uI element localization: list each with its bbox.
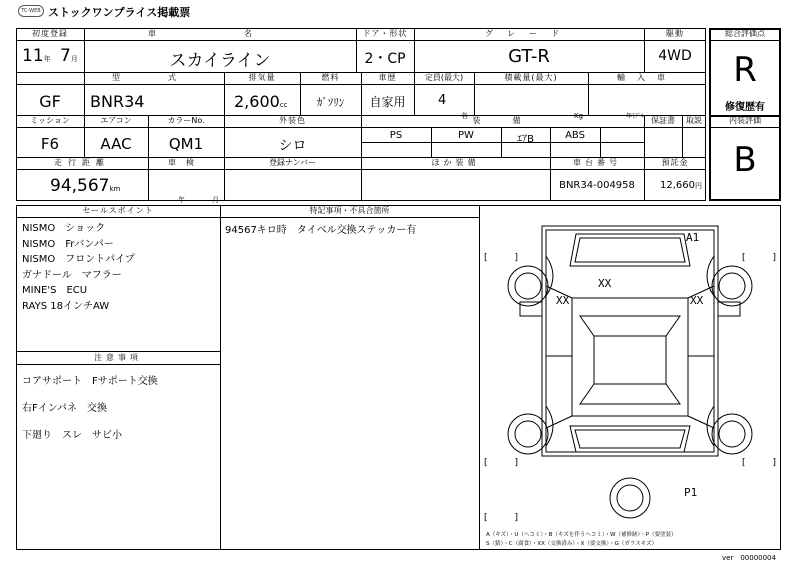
sales-points-label: セールスポイント <box>82 206 154 215</box>
car-name-label: 車 名 <box>148 29 292 38</box>
version-label: ver 00000004 <box>722 554 776 562</box>
equip-4: ABS <box>565 130 585 141</box>
special-notes-label: 特記事項・不具合箇所 <box>309 206 390 215</box>
sales-point: NISMO Frバンパー <box>22 238 114 250</box>
logo: TC-WEB <box>18 5 44 17</box>
inspection-month-unit: 月 <box>212 196 219 204</box>
caution-list <box>22 368 158 449</box>
repair-history-note: 修復歴有 <box>725 102 765 113</box>
caution-item: 下廻り スレ サビ小 <box>22 430 122 441</box>
mark-xx-right: XX <box>690 294 704 307</box>
displacement-label: 排気量 <box>248 73 276 82</box>
history-label: 車歴 <box>378 73 397 82</box>
manual-label: 取説 <box>686 116 702 125</box>
bracket-right-top: [ ] <box>742 253 777 263</box>
first-reg-value: 11年 7月 <box>22 46 78 66</box>
mileage-label: 走行距離 <box>54 158 110 167</box>
mark-xx-left: XX <box>556 294 570 307</box>
first-reg-label: 初度登録 <box>32 29 68 38</box>
model-value: BNR34 <box>90 92 145 111</box>
bracket-right-bottom: [ ] <box>742 458 777 468</box>
sales-point: MINE'S ECU <box>22 285 88 296</box>
equip-1: PS <box>389 130 403 141</box>
sales-points-list <box>22 221 135 314</box>
bracket-rear: [ ] <box>484 513 519 523</box>
warranty-label: 保証書 <box>651 116 675 125</box>
bracket-left-bottom: [ ] <box>484 458 519 468</box>
caution-item: コアサポート Fサポート交換 <box>22 376 158 387</box>
exterior-label: 外装色 <box>279 116 306 125</box>
plate-label: 登録ナンバー <box>268 158 317 167</box>
color-no-value: QM1 <box>168 135 204 153</box>
load-label: 積載量(最大) <box>504 73 558 82</box>
deposit-value: 12,660円 <box>660 180 702 191</box>
chassis-label: 車台番号 <box>573 158 621 167</box>
door-type-label: ドア・形状 <box>362 29 408 38</box>
deposit-label: 預託金 <box>661 158 689 167</box>
mission-label: ミッション <box>30 116 70 125</box>
equip-2: PW <box>458 130 474 141</box>
exterior-value: シロ <box>278 138 307 154</box>
sales-point: RAYS 18インチAW <box>22 300 110 312</box>
mark-xx-center: XX <box>598 277 612 290</box>
caution-label: 注意事項 <box>94 353 142 362</box>
grade-value: GT-R <box>508 46 550 67</box>
car-damage-diagram <box>480 206 780 536</box>
legend-line-1: A（キズ）・U（ヘコミ）・B（キズを伴うヘコミ）・W（補修跡）・P（要塗装） <box>486 532 677 538</box>
sales-point: ガナドール マフラー <box>22 269 122 281</box>
overall-score-label: 総合評価点 <box>725 29 765 38</box>
inspection-year-unit: 年 <box>178 196 185 204</box>
chassis-value: BNR34-004958 <box>559 180 635 191</box>
car-name-value: スカイライン <box>169 51 271 71</box>
aircon-label: エアコン <box>100 116 132 125</box>
capacity-value: 4 <box>438 93 447 108</box>
drive-value: 4WD <box>658 48 692 64</box>
model-label: 型 式 <box>112 73 196 82</box>
mileage-value: 94,567km <box>50 176 121 196</box>
import-model-year: 年ﾓﾃﾞﾙ <box>626 113 645 120</box>
mark-p1: P1 <box>684 486 698 499</box>
door-type-value: 2・CP <box>364 51 406 67</box>
import-label: 輸入車 <box>617 73 677 82</box>
capacity-label: 定員(最大) <box>424 73 464 82</box>
inspection-label: 車検 <box>168 158 204 167</box>
mark-a1: A1 <box>686 231 700 244</box>
interior-score-label: 内装評価 <box>729 116 761 125</box>
grade-label: グレード <box>485 29 573 38</box>
document-title: ストックワンプライス掲載票 <box>48 6 191 19</box>
drive-label: 駆動 <box>666 29 684 38</box>
bracket-left-top: [ ] <box>484 253 519 263</box>
equipment-label: 装 備 <box>472 116 533 125</box>
overall-score: R <box>733 50 757 90</box>
legend-line-2: S（錆）・C（腐食）・XX（交換済み）・X（要交換）・G（ガラスキズ） <box>486 541 658 547</box>
equip-3: ｴｱB <box>517 134 534 145</box>
caution-item: 右Fインパネ 交換 <box>22 403 108 414</box>
mission-value: F6 <box>40 135 60 153</box>
interior-score: B <box>733 140 757 180</box>
history-value: 自家用 <box>369 95 406 109</box>
fuel-value: ｶﾞｿﾘﾝ <box>316 96 345 109</box>
fuel-label: 燃料 <box>321 73 340 82</box>
aircon-value: AAC <box>100 135 132 153</box>
color-no-label: カラーNo. <box>167 116 205 125</box>
capacity-unit: 名 <box>461 112 468 120</box>
load-unit: Kg <box>574 112 584 120</box>
model-prefix-value: GF <box>39 92 61 111</box>
sales-point: NISMO ショック <box>22 223 106 234</box>
displacement-value: 2,600cc <box>234 92 288 111</box>
special-notes-text: 94567キロ時 タイベル交換ステッカー有 <box>225 225 417 236</box>
other-equip-label: ほか装備 <box>431 158 480 167</box>
sales-point: NISMO フロントパイプ <box>22 254 135 265</box>
